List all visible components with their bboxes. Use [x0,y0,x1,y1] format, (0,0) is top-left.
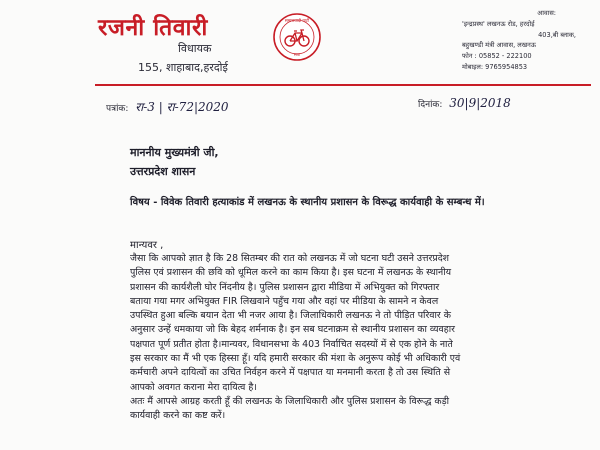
body-line: अतः मैं आपसे आग्रह करती हूँ की लखनऊ के जिलाधिकारी और पुलिस प्रशासन के विरूद्ध कड़ी [130,395,450,407]
contact-line: 'इन्द्रप्रस्थ' लखनऊ रोड, हरदोई [462,19,535,28]
date-label: दिनांक [418,100,440,110]
letterhead-divider [95,84,591,86]
salutation: मान्यवर , [130,240,164,251]
letterhead-name: रजनी तिवारी [98,15,208,41]
letterhead-address: 155, शाहाबाद,हरदोई [138,61,228,74]
contact-block [462,8,590,73]
emblem-top-text: समाजवादी पार्टी [284,18,310,23]
body-line: पुलिस एवं प्रशासन की छवि को धूमिल करने का काम किया है। इस घटना में लखनऊ के स्थानीय [130,267,452,279]
body-line: कर्मचारी अपने दायित्वों का उचित निर्वहन करने में पक्षपात या मनमानी करता है तो उस स्थिति से [130,367,451,379]
contact-mobile: मोबाइल: 9765954853 [462,62,528,71]
recipient-block [130,143,219,181]
emblem-bottom-text: सपा [293,52,301,57]
date-value: 30|9|2018 [449,96,511,110]
body-line: प्रशासन की कार्यशैली घोर निंदनीय है। पुलिस प्रशासन द्वारा मीडिया में अभियुक्त को गिरफ्तार [130,281,440,293]
letter-date: दिनांक: 30|9|2018 [418,96,511,110]
reference-value: रा-3 | रा-72|2020 [135,100,229,114]
letter-body [130,252,570,424]
body-line: जैसा कि आपको ज्ञात है कि 28 सितम्बर की रात को लखनऊ में जो घटना घटी उसने उत्तरप्रदेश [130,253,450,264]
contact-line: 403,बी ब्लाक, [538,30,576,39]
body-line: बताया गया मगर अभियुक्त FIR लिखवाने पहुँच गया और वहां पर मीडिया के सामने न केवल [130,295,439,307]
recipient-line: माननीय मुख्यमंत्री जी, [130,146,219,159]
body-line: पक्षपात पूर्ण प्रतीत होता है।मान्यवर, विधानसभा के 403 निर्वाचित सदस्यों में से एक होने के नाते [130,338,453,350]
recipient-line: उत्तरप्रदेश शासन [130,165,196,178]
reference-number: पत्रांक: रा-3 | रा-72|2020 [106,100,229,114]
body-line: अनुसार उन्हें धमकाया जो कि बेहद शर्मनाक है। इन सब घटनाक्रम से स्थानीय प्रशासन का व्यवहार [130,324,456,336]
body-line: आपको अवगत कराना मेरा दायित्व है। [130,381,257,393]
contact-phone: फोन : 05852 - 222100 [462,52,532,61]
body-line: इस सरकार का मैं भी एक हिस्सा हूँ। यदि हमारी सरकार की मंशा के अनुरूप कोई भी अधिकारी एवं [130,353,461,365]
body-line: उपस्थित हुआ बल्कि बयान देता भी नजर आया है। जिलाधिकारी लखनऊ ने तो पीड़ित परिवार के [130,310,451,322]
reference-label: पत्रांक [106,104,126,114]
subject-line: विषय - विवेक तिवारी हत्याकांड में लखनऊ के स्थानीय प्रशासन के विरूद्ध कार्यवाही के सम्बन्ध में। [130,197,485,208]
party-emblem-icon [272,12,322,62]
body-line: कार्यवाही करने का कष्ट करें। [130,410,226,422]
contact-heading: आवास: [537,9,556,17]
contact-line: बहुखण्डी मंत्री आवास, लखनऊ [462,41,536,50]
letterhead-role: विधायक [178,42,212,55]
